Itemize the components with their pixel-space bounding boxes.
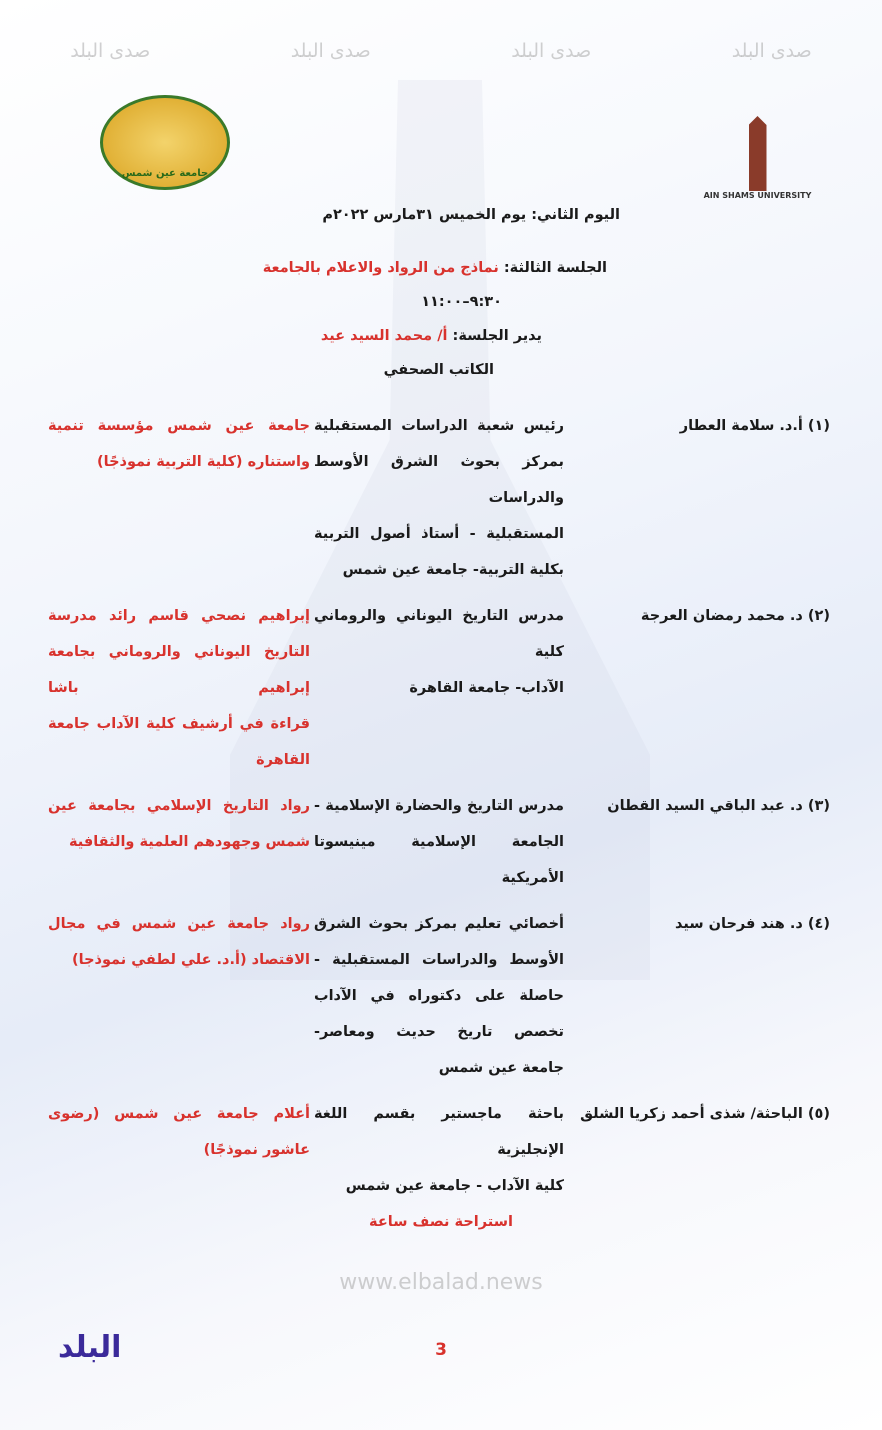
chair-label: يدير الجلسة: xyxy=(452,328,542,344)
speaker-affiliation xyxy=(314,408,564,588)
desc-line: كلية الآداب - جامعة عين شمس xyxy=(345,1178,564,1194)
desc-line: حاصلة على دكتوراه في الآداب xyxy=(314,988,564,1004)
elbalad-logo: البلد xyxy=(58,1330,122,1365)
desc-line: مدرس التاريخ والحضارة الإسلامية - xyxy=(314,798,564,814)
topic-line: أعلام جامعة عين شمس (رضوى xyxy=(48,1106,310,1122)
logo-left-text: جامعة عين شمس xyxy=(121,168,209,179)
watermark-site: www.elbalad.news xyxy=(339,1270,543,1295)
topic-line: عاشور نموذجًا) xyxy=(203,1142,310,1158)
desc-line: المستقبلية - أستاذ أصول التربية xyxy=(314,526,564,542)
chair-name: أ/ محمد السيد عيد xyxy=(320,328,448,344)
desc-line: باحثة ماجستير بقسم اللغة الإنجليزية xyxy=(314,1106,564,1158)
paper-topic xyxy=(48,906,310,978)
speakers-table xyxy=(0,408,882,1204)
topic-line: شمس وجهودهم العلمية والثقافية xyxy=(69,834,310,850)
session-time: ٩:٣٠–١١:٠٠ xyxy=(421,294,502,310)
watermark-text: صدى البلد xyxy=(511,40,592,62)
speaker-name: (٥) الباحثة/ شذى أحمد زكريا الشلق xyxy=(580,1106,830,1122)
topic-line: جامعة عين شمس مؤسسة تنمية xyxy=(48,418,310,434)
speaker-affiliation xyxy=(314,598,564,706)
session-title: نماذج من الرواد والاعلام بالجامعة xyxy=(262,260,499,276)
speaker-name: (٢) د. محمد رمضان العرجة xyxy=(640,608,830,624)
topic-line: رواد التاريخ الإسلامي بجامعة عين xyxy=(48,798,310,814)
speaker-name: (٣) د. عبد الباقي السيد القطان xyxy=(607,798,830,814)
page-footer xyxy=(0,1270,882,1400)
paper-topic xyxy=(48,1096,310,1168)
topic-line: قراءة في أرشيف كلية الآداب جامعة xyxy=(48,716,310,732)
speaker-name: (٤) د. هند فرحان سيد xyxy=(675,916,830,932)
watermark-text: صدى البلد xyxy=(70,40,151,62)
watermark-text: صدى البلد xyxy=(731,40,812,62)
page-number: 3 xyxy=(435,1340,447,1360)
desc-line: الآداب- جامعة القاهرة xyxy=(409,680,564,696)
table-row xyxy=(0,906,882,1086)
topic-line: القاهرة xyxy=(256,752,310,768)
table-row xyxy=(0,408,882,588)
watermark-text: صدى البلد xyxy=(290,40,371,62)
break-notice: استراحة نصف ساعة xyxy=(369,1214,513,1230)
desc-line: الأوسط والدراسات المستقبلية - xyxy=(314,952,564,968)
desc-line: أخصائي تعليم بمركز بحوث الشرق xyxy=(314,916,564,932)
topic-line: رواد جامعة عين شمس في مجال xyxy=(48,916,310,932)
session-label: الجلسة الثالثة: xyxy=(503,260,607,276)
topic-line: التاريخ اليوناني والروماني بجامعة xyxy=(48,644,310,660)
speaker-affiliation xyxy=(314,1096,564,1204)
table-row xyxy=(0,598,882,778)
topic-line: الاقتصاد (أ.د. علي لطفي نموذجا) xyxy=(72,952,310,968)
paper-topic xyxy=(48,788,310,860)
speaker-name: (١) أ.د. سلامة العطار xyxy=(679,418,830,434)
desc-line: بمركز بحوث الشرق الأوسط والدراسات xyxy=(314,454,564,506)
desc-line: مدرس التاريخ اليوناني والروماني كلية xyxy=(314,608,564,660)
desc-line: تخصص تاريخ حديث ومعاصر- xyxy=(314,1024,564,1040)
desc-line: رئيس شعبة الدراسات المستقبلية xyxy=(314,418,564,434)
speaker-affiliation xyxy=(314,788,564,896)
topic-line: واستناره (كلية التربية نموذجًا) xyxy=(97,454,310,470)
topic-line: إبراهيم باشا xyxy=(48,680,310,696)
paper-topic xyxy=(48,598,310,778)
speaker-affiliation xyxy=(314,906,564,1086)
desc-line: جامعة عين شمس xyxy=(438,1060,564,1076)
topic-line: إبراهيم نصحي قاسم رائد مدرسة xyxy=(48,608,310,624)
chair-title: الكاتب الصحفي xyxy=(383,362,494,378)
desc-line: بكلية التربية- جامعة عين شمس xyxy=(342,562,564,578)
desc-line: الجامعة الإسلامية مينيسوتا الأمريكية xyxy=(314,834,564,886)
table-row xyxy=(0,1096,882,1204)
logo-right-text: AIN SHAMS UNIVERSITY xyxy=(703,191,812,200)
day-heading: اليوم الثاني: يوم الخميس ٣١مارس ٢٠٢٢م xyxy=(322,207,620,223)
paper-topic xyxy=(48,408,310,480)
table-row xyxy=(0,788,882,896)
